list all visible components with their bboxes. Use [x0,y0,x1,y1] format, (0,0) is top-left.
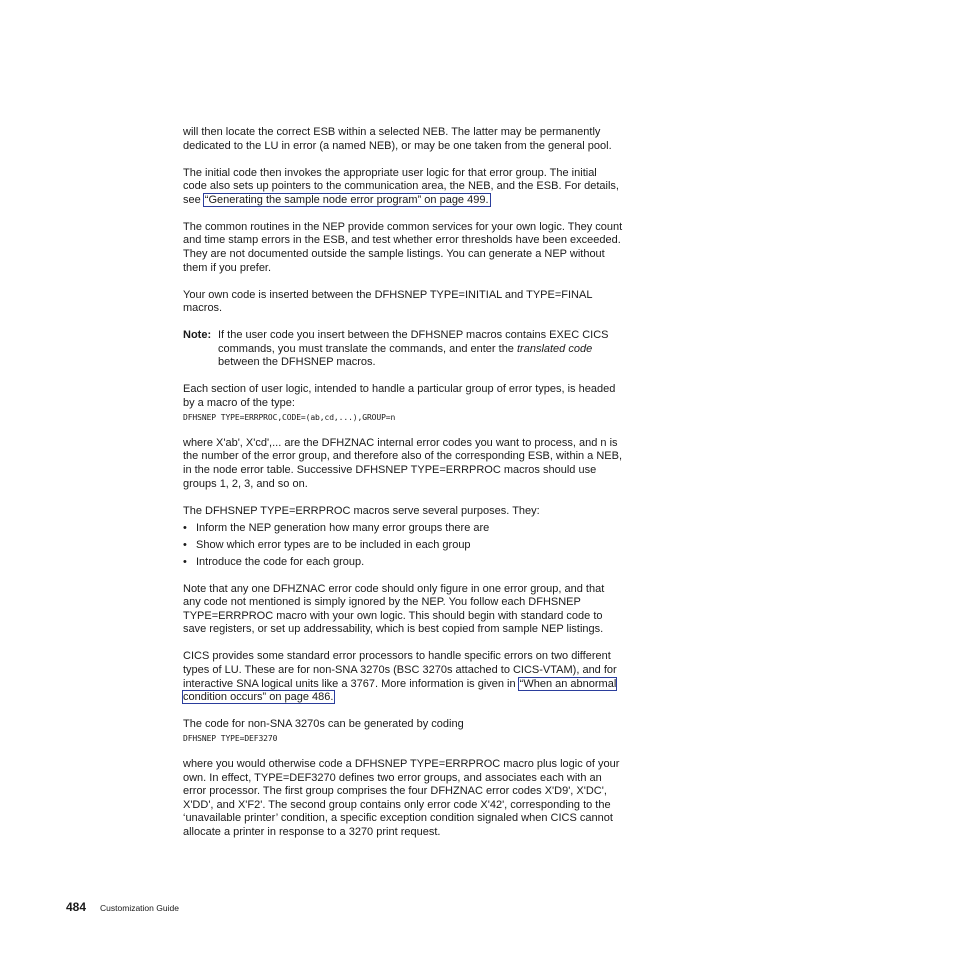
code-errproc: DFHSNEP TYPE=ERRPROC,CODE=(ab,cd,...),GROUP=n [183,412,396,422]
paragraph-def3270-detail: where you would otherwise code a DFHSNEP TYPE=ERRPROC macro plus logic of your own. In effect, TYPE=DEF3270 defines two error groups, and associates each with an error processor. The first group comprises the four DFHZNAC error codes X'D9', X'DC', X'DD', and X'F2'. The second group contains only error code X'42', corresponding to the ‘unavailable printer’ condition, a specific exception condition signaled when CICS cannot allocate a printer in response to a 3270 print request. [183,758,620,839]
bullet-icon: • [183,555,187,568]
paragraph-own-code: Your own code is inserted between the DFHSNEP TYPE=INITIAL and TYPE=FINAL macros. [183,288,593,315]
paragraph-error-group-note: Note that any one DFHZNAC error code should only figure in one error group, and that any code not mentioned is simply ignored by the NEP. You follow each DFHSNEP TYPE=ERRPROC macro with your own logic. This should begin with standard code to save registers, or set up addressability, which is best copied from sample NEP listings. [183,582,605,636]
paragraph-esb-location: will then locate the correct ESB within a selected NEB. The latter may be permanently dedicated to the LU in error (a named NEB), or may be one taken from the general pool. [183,126,612,152]
paragraph-standard-processors-text: CICS provides some standard error processors to handle specific errors on two different types of LU. These are for non-SNA 3270s (BSC 3270s attached to CICS-VTAM), and for interactive SNA logical units like a 3767. More information is given in [183,650,617,690]
list-item-text: Show which error types are to be included in each group [196,538,471,551]
link-abnormal-condition[interactable]: “When an abnormal condition occurs” on page 486. [183,677,617,704]
guide-title: Customization Guide [100,903,179,913]
bullet-icon: • [183,521,187,534]
paragraph-error-codes: where X'ab', X'cd',... are the DFHZNAC internal error codes you want to process, and n is the number of the error group, and therefore also of the corresponding ESB, within a NEB, in the node error table. Successive DFHSNEP TYPE=ERRPROC macros should use groups 1, 2, 3, and so on. [183,436,623,490]
paragraph-standard-processors [183,650,623,704]
paragraph-non-sna-code: The code for non-SNA 3270s can be generated by coding [183,718,464,731]
note-text-1: If the user code you insert between the DFHSNEP macros contains EXEC CICS commands, you must translate the commands, and enter the [218,329,609,355]
code-def3270: DFHSNEP TYPE=DEF3270 [183,734,278,744]
page-body [183,126,623,853]
note-block [183,329,623,370]
link-generating-sample-nep[interactable]: “Generating the sample node error program” on page 499. [204,193,489,206]
page-number: 484 [66,900,87,914]
bullet-icon: • [183,538,187,551]
paragraph-user-logic: Each section of user logic, intended to handle a particular group of error types, is headed by a macro of the type: [183,383,616,409]
paragraph-common-routines: The common routines in the NEP provide common services for your own logic. They count and time stamp errors in the ESB, and test whether error thresholds have been exceeded. They are not documented outside the sample listings. You can generate a NEP without them if you prefer. [183,220,623,274]
note-text-2: between the DFHSNEP macros. [218,356,376,369]
paragraph-errproc-purposes: The DFHSNEP TYPE=ERRPROC macros serve several purposes. They: [183,504,540,517]
paragraph-initial-code [183,167,623,208]
list-item [183,539,623,553]
list-item-text: Inform the NEP generation how many error groups there are [196,521,490,534]
purpose-list [183,522,623,570]
page-footer [66,900,179,914]
note-emphasis: translated code [516,342,593,355]
list-item [183,556,623,570]
list-item-text: Introduce the code for each group. [196,555,365,568]
note-body [218,329,623,370]
note-label: Note: [183,329,212,342]
list-item [183,522,623,536]
paragraph-initial-code-text: The initial code then invokes the appropriate user logic for that error group. The initial code also sets up pointers to the communication area, the NEB, and the ESB. For details, see [183,166,619,206]
